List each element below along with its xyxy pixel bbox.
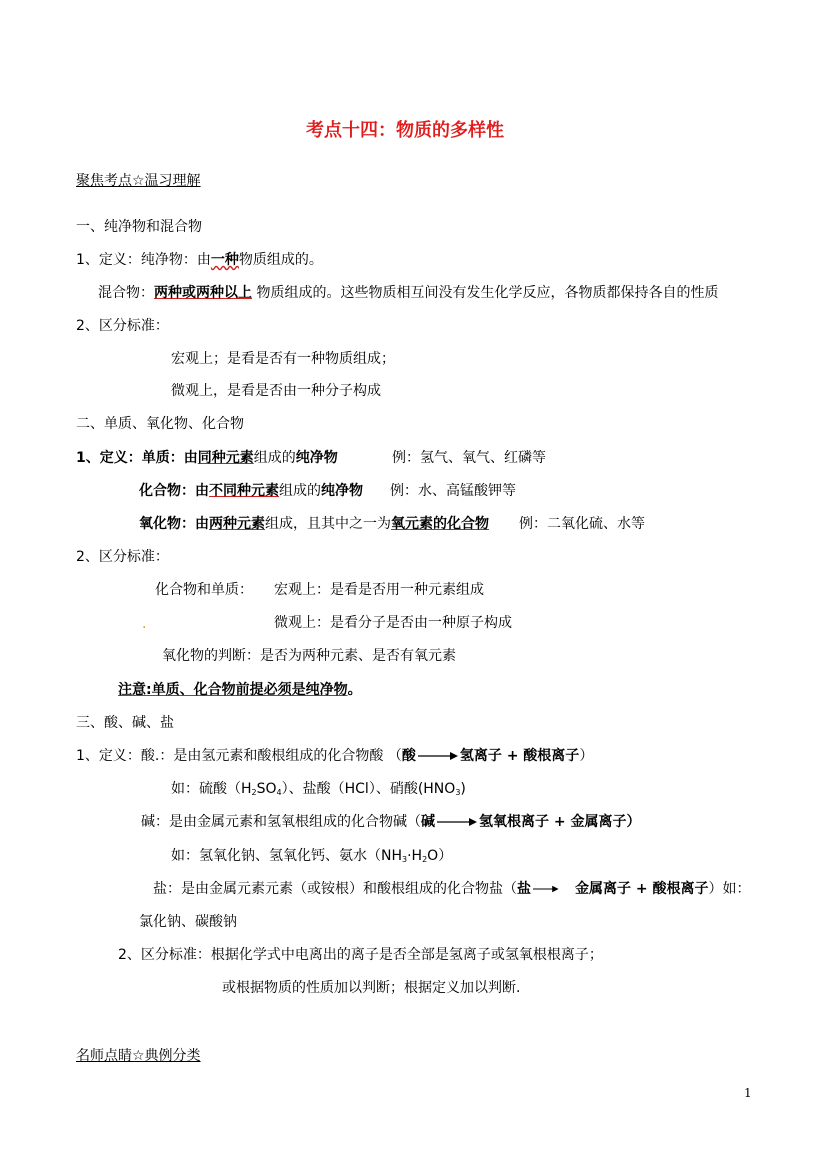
section3-heading: 三、酸、碱、盐 xyxy=(76,715,174,731)
s1-criteria-micro: 微观上，是看是否由一种分子构成 xyxy=(171,383,381,399)
s3-base-ex-b: ·H xyxy=(407,848,423,864)
s2-note-text: 注意:单质、化合物前提必须是纯净物 xyxy=(118,682,348,698)
s2-d3-key: 两种元素 xyxy=(209,516,265,532)
s3-base-ex-c: O） xyxy=(427,848,453,864)
arrow-right-icon xyxy=(437,817,477,827)
s3-acid-ex-s3: 3 xyxy=(455,788,461,797)
s2-note-end: 。 xyxy=(347,682,362,698)
s1-criteria-heading: 2、区分标准： xyxy=(76,318,169,334)
s1-l1-post: 物质组成的。 xyxy=(238,252,323,268)
s2-d2-example: 例：水、高锰酸钾等 xyxy=(390,483,516,499)
s2-d2-c: 纯净物 xyxy=(321,483,363,499)
s1-definition-pure xyxy=(76,250,323,270)
s1-l2-pre: 混合物： xyxy=(98,285,154,301)
s1-l1-pre: 1、定义：纯净物：由 xyxy=(76,252,211,268)
s2-c1-macro: 宏观上：是看是否用一种元素组成 xyxy=(274,582,484,598)
s3-salt-examples: 氯化钠、碳酸钠 xyxy=(139,914,237,930)
s3-acid-a: 1、定义：酸 xyxy=(76,748,155,764)
s3-def-base xyxy=(141,812,640,832)
s3-base-ex-a: 如：氢氧化钠、氢氧化钙、氨水（NH xyxy=(171,848,402,864)
page-title: 考点十四：物质的多样性 xyxy=(306,120,504,141)
s3-def-acid xyxy=(76,746,593,766)
s3-acid-ex-b: SO xyxy=(256,781,277,797)
s1-l2-post: 物质组成的。这些物质相互间没有发生化学反应，各物质都保持各自的性质 xyxy=(252,285,719,301)
s2-c2-micro: 微观上：是看分子是否由一种原子构成 xyxy=(274,615,512,631)
s3-def-salt xyxy=(153,879,750,899)
s3-criteria-1: 2、区分标准：根据化学式中电离出的离子是否全部是氢离子或氢氧根根离子； xyxy=(118,947,603,963)
s3-acid-d: 氢离子 + 酸根离子 xyxy=(459,748,580,764)
s3-base-b: 碱 xyxy=(421,814,435,830)
s3-acid-ex-a: 如：硫酸（H xyxy=(171,781,252,797)
s3-criteria-2: 或根据物质的性质加以判断；根据定义加以判断. xyxy=(222,980,521,996)
s2-c2-dot: . xyxy=(142,616,147,632)
s3-salt-a: 盐：是由金属元素元素（或铵根）和酸根组成的化合物盐（ xyxy=(153,881,517,897)
s3-acid-ex-c: ）、盐酸（HCl）、硝酸(HNO xyxy=(281,781,456,797)
s2-d1-b: 组成的 xyxy=(253,450,296,466)
s2-d2-b: 组成的 xyxy=(279,483,321,499)
s3-salt-d: ）如： xyxy=(708,881,751,897)
s2-d3-a: 氧化物：由 xyxy=(139,516,209,532)
s3-acid-examples xyxy=(171,779,466,803)
s2-criteria-heading: 2、区分标准： xyxy=(76,549,169,565)
s3-acid-b: ：是由氢元素和酸根组成的化合物酸 （ xyxy=(159,748,402,764)
s2-d2-key: 不同种元素 xyxy=(209,483,279,499)
s3-salt-b: 盐 xyxy=(517,881,531,897)
s2-c3-oxide: 氧化物的判断：是否为两种元素、是否有氧元素 xyxy=(162,648,456,664)
s2-d3-b: 组成，且其中之一为 xyxy=(265,516,391,532)
s3-base-d: ） xyxy=(626,814,641,830)
page-number: 1 xyxy=(744,1086,752,1100)
s3-base-ex-s2: 2 xyxy=(422,855,428,864)
s2-def-oxide xyxy=(139,514,489,534)
section-heading-examples: 名师点睛☆典例分类 xyxy=(76,1048,201,1064)
arrow-right-icon xyxy=(418,751,458,761)
s2-d3-key2: 氧元素 xyxy=(391,516,433,532)
s2-d1-key: 同种元素 xyxy=(197,450,254,466)
s3-acid-ex-s2: 4 xyxy=(276,788,282,797)
s3-acid-c: 酸 xyxy=(401,748,416,764)
s2-d3-example: 例：二氧化硫、水等 xyxy=(519,516,645,532)
s3-acid-ex-d: ) xyxy=(460,781,466,797)
s1-definition-mixture xyxy=(98,283,718,303)
s3-acid-e: ） xyxy=(579,748,594,764)
s2-c1-label: 化合物和单质： xyxy=(155,582,253,598)
section-heading-review: 聚焦考点☆温习理解 xyxy=(76,173,201,189)
s3-base-a: 碱：是由金属元素和氢氧根组成的化合物碱（ xyxy=(141,814,421,830)
s2-d3-key3: 化合物 xyxy=(447,516,489,532)
s3-acid-dot: . xyxy=(154,748,160,764)
s3-base-ex-s1: 3 xyxy=(402,855,408,864)
s3-base-c: 氢氧根离子 + 金属离子 xyxy=(479,814,627,830)
s1-l2-key: 两种或两种以上 xyxy=(154,285,252,301)
section2-heading: 二、单质、氧化物、化合物 xyxy=(76,416,244,432)
s3-base-examples xyxy=(171,846,452,870)
arrow-right-icon xyxy=(533,884,565,894)
s2-d1-example: 例：氢气、氧气、红磷等 xyxy=(392,450,546,466)
section1-heading: 一、纯净物和混合物 xyxy=(76,219,202,235)
s1-criteria-macro: 宏观上；是看是否有一种物质组成； xyxy=(171,351,395,367)
s3-salt-c: 金属离子 + 酸根离子 xyxy=(575,881,709,897)
s1-l1-key: 一种 xyxy=(210,252,239,268)
s2-d1-a: 1、定义：单质：由 xyxy=(76,450,198,466)
s3-acid-ex-s1: 2 xyxy=(251,788,257,797)
s2-d3-c: 的 xyxy=(433,516,447,532)
s2-note xyxy=(118,680,362,700)
s2-def-compound xyxy=(139,481,363,501)
s2-def-element xyxy=(76,448,338,468)
s2-d2-a: 化合物：由 xyxy=(139,483,209,499)
s2-d1-c: 纯净物 xyxy=(295,450,338,466)
